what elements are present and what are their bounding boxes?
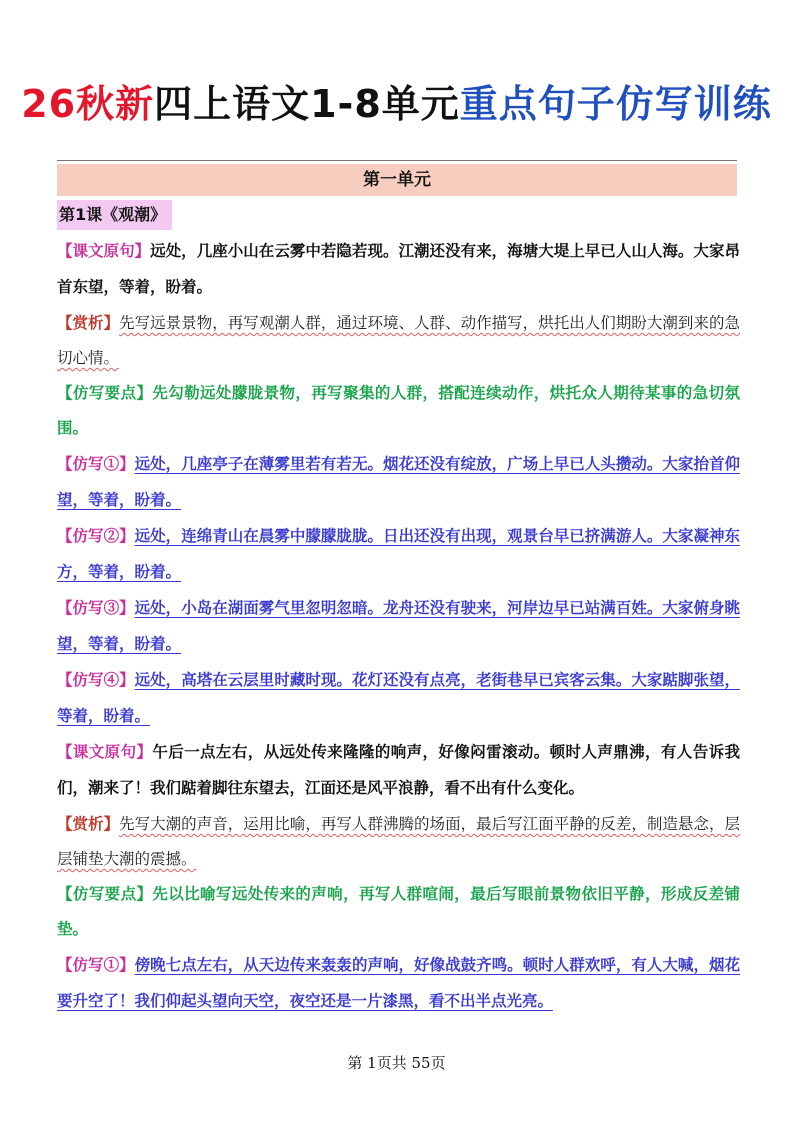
block-label: 【课文原句】 (57, 742, 153, 761)
lesson-tag: 第1课《观潮》 (57, 200, 172, 230)
block-label: 【仿写④】 (57, 670, 135, 689)
page-title (0, 80, 793, 128)
block-text: 午后一点左右，从远处传来隆隆的响声，好像闷雷滚动。顿时人声鼎沸，有人告诉我们，潮来了！我们踮着脚往东望去，江面还是风平浪静，看不出有什么变化。 (57, 742, 740, 797)
imitation-key-points-block (57, 877, 740, 947)
page-footer: 第 1页共 55页 (347, 1054, 446, 1072)
title-part-blue: 重点句子仿写训练 (459, 82, 772, 126)
original-sentence-block (57, 734, 740, 806)
unit-header: 第一单元 (57, 164, 737, 196)
block-text: 远处，几座小山在云雾中若隐若现。江潮还没有来，海塘大堤上早已人山人海。大家昂首东望，等着，盼着。 (57, 241, 740, 296)
header-divider (57, 160, 737, 161)
block-label: 【课文原句】 (57, 241, 151, 260)
title-part-red: 26秋新 (21, 82, 155, 126)
imitation-example-block (57, 590, 740, 662)
title-part-black: 四上语文1-8单元 (154, 82, 460, 126)
imitation-example-block (57, 662, 740, 734)
analysis-block (57, 305, 740, 376)
block-text: 远处，高塔在云层里时藏时现。花灯还没有点亮，老街巷早已宾客云集。大家踮脚张望，等着，盼着。 (57, 670, 740, 725)
block-text: 先写大潮的声音，运用比喻，再写人群沸腾的场面，最后写江面平静的反差，制造悬念，层层铺垫大潮的震撼。 (57, 815, 740, 868)
block-label: 【仿写①】 (57, 454, 135, 473)
imitation-example-block (57, 947, 740, 1019)
block-label: 【仿写要点】 (57, 384, 153, 402)
block-text: 远处，几座亭子在薄雾里若有若无。烟花还没有绽放，广场上早已人头攒动。大家抬首仰望，等着，盼着。 (57, 454, 740, 509)
block-label: 【赏析】 (57, 814, 120, 833)
imitation-key-points-block (57, 376, 740, 446)
block-text: 远处，小岛在湖面雾气里忽明忽暗。龙舟还没有驶来，河岸边早已站满百姓。大家俯身眺望，等着，盼着。 (57, 598, 740, 653)
block-text: 先写远景景物，再写观潮人群，通过环境、人群、动作描写，烘托出人们期盼大潮到来的急切心情。 (57, 314, 740, 367)
content-area (57, 233, 740, 1019)
imitation-example-block (57, 446, 740, 518)
block-text: 先以比喻写远处传来的声响，再写人群喧闹，最后写眼前景物依旧平静，形成反差铺垫。 (57, 885, 740, 938)
block-text: 傍晚七点左右，从天边传来轰轰的声响，好像战鼓齐鸣。顿时人群欢呼，有人大喊，烟花要升空了！我们仰起头望向天空，夜空还是一片漆黑，看不出半点光亮。 (57, 955, 740, 1010)
block-label: 【仿写要点】 (57, 885, 153, 903)
block-text: 远处，连绵青山在晨雾中朦朦胧胧。日出还没有出现，观景台早已挤满游人。大家凝神东方，等着，盼着。 (57, 526, 740, 581)
original-sentence-block (57, 233, 740, 305)
block-label: 【仿写①】 (57, 955, 135, 974)
analysis-block (57, 806, 740, 877)
block-label: 【仿写②】 (57, 526, 135, 545)
block-label: 【仿写③】 (57, 598, 135, 617)
imitation-example-block (57, 518, 740, 590)
block-text: 先勾勒远处朦胧景物，再写聚集的人群，搭配连续动作，烘托众人期待某事的急切氛围。 (57, 384, 740, 437)
block-label: 【赏析】 (57, 313, 120, 332)
